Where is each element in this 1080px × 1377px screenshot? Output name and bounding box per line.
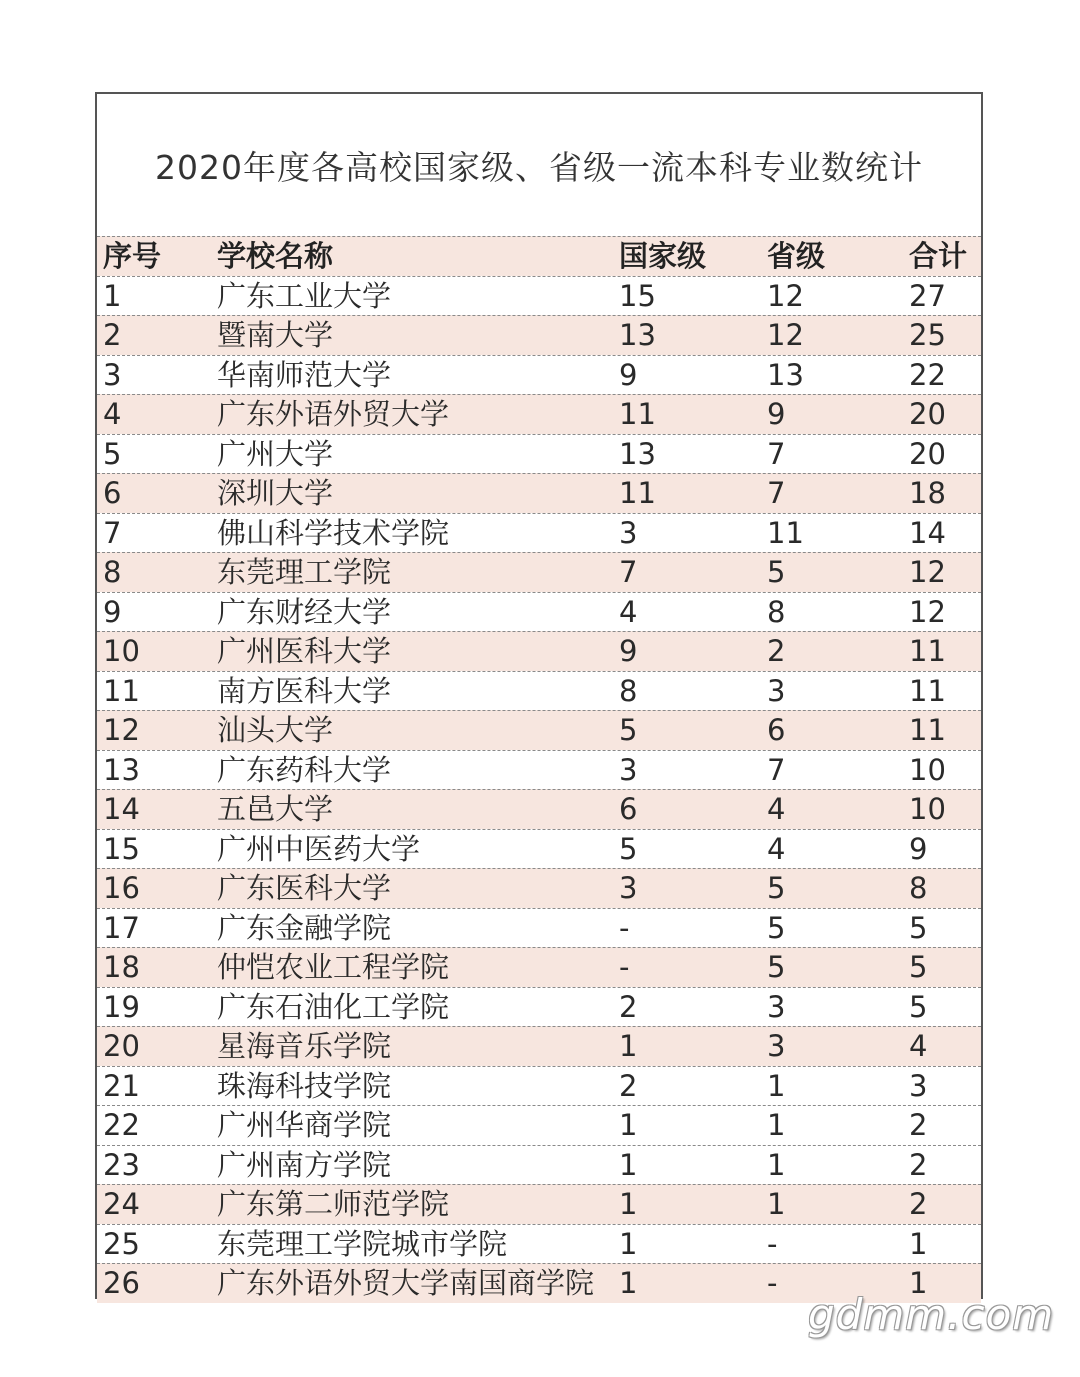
table-row [97, 868, 981, 908]
table-row [97, 1184, 981, 1224]
cell-provincial: 7 [767, 752, 786, 787]
cell-total: 27 [909, 278, 946, 313]
cell-national: 13 [619, 436, 656, 471]
cell-school-name: 广东第二师范学院 [217, 1187, 450, 1221]
cell-national: 1 [619, 1266, 638, 1300]
cell-provincial: 12 [767, 318, 804, 352]
cell-total: 10 [909, 752, 946, 787]
cell-national: 1 [619, 1108, 638, 1142]
table-row [97, 908, 981, 948]
cell-national: 2 [619, 989, 638, 1024]
table-row [97, 1105, 981, 1145]
header-total: 合计 [909, 239, 968, 273]
cell-index: 7 [103, 515, 122, 550]
cell-school-name: 广东财经大学 [217, 594, 392, 629]
cell-national: 11 [619, 397, 656, 431]
cell-provincial: 1 [767, 1187, 786, 1221]
table-row [97, 315, 981, 355]
cell-school-name: 东莞理工学院城市学院 [217, 1226, 508, 1261]
cell-school-name: 广东金融学院 [217, 910, 392, 945]
cell-national: 1 [619, 1187, 638, 1221]
cell-national: - [619, 910, 630, 945]
cell-total: 1 [909, 1266, 928, 1300]
cell-provincial: 8 [767, 594, 786, 629]
cell-provincial: 6 [767, 713, 786, 747]
table-row [97, 829, 981, 869]
cell-index: 14 [103, 792, 140, 826]
table-row [97, 671, 981, 711]
cell-national: 1 [619, 1029, 638, 1063]
table-row [97, 355, 981, 395]
cell-school-name: 珠海科技学院 [217, 1068, 392, 1103]
cell-index: 20 [103, 1029, 140, 1063]
cell-index: 13 [103, 752, 140, 787]
cell-school-name: 广东石油化工学院 [217, 989, 450, 1024]
cell-index: 24 [103, 1187, 140, 1221]
cell-national: 6 [619, 792, 638, 826]
cell-provincial: 5 [767, 950, 786, 984]
cell-provincial: - [767, 1226, 778, 1261]
cell-index: 6 [103, 476, 122, 510]
header-provincial: 省级 [767, 239, 826, 273]
cell-school-name: 汕头大学 [217, 713, 334, 747]
cell-school-name: 深圳大学 [217, 476, 334, 510]
cell-school-name: 佛山科学技术学院 [217, 515, 450, 550]
table-row [97, 434, 981, 474]
cell-provincial: 1 [767, 1147, 786, 1182]
table-row [97, 394, 981, 434]
cell-total: 2 [909, 1187, 928, 1221]
cell-index: 17 [103, 910, 140, 945]
cell-total: 12 [909, 555, 946, 589]
cell-index: 21 [103, 1068, 140, 1103]
cell-total: 1 [909, 1226, 928, 1261]
cell-provincial: 5 [767, 871, 786, 905]
table-row [97, 552, 981, 592]
cell-total: 18 [909, 476, 946, 510]
cell-total: 8 [909, 871, 928, 905]
table-row [97, 1224, 981, 1264]
cell-school-name: 广州南方学院 [217, 1147, 392, 1182]
cell-national: 3 [619, 515, 638, 550]
cell-national: 5 [619, 713, 638, 747]
cell-school-name: 星海音乐学院 [217, 1029, 392, 1063]
cell-provincial: 1 [767, 1108, 786, 1142]
cell-total: 12 [909, 594, 946, 629]
cell-total: 25 [909, 318, 946, 352]
watermark-logo: gdmm.com [808, 1290, 1055, 1339]
cell-provincial: 4 [767, 831, 786, 866]
cell-national: 3 [619, 752, 638, 787]
table-row [97, 513, 981, 553]
cell-total: 5 [909, 910, 928, 945]
cell-provincial: 9 [767, 397, 786, 431]
cell-national: 15 [619, 278, 656, 313]
cell-school-name: 广东外语外贸大学 [217, 397, 450, 431]
table-row [97, 789, 981, 829]
cell-index: 26 [103, 1266, 140, 1300]
cell-index: 15 [103, 831, 140, 866]
table-row [97, 947, 981, 987]
cell-provincial: 1 [767, 1068, 786, 1103]
cell-provincial: 12 [767, 278, 804, 313]
cell-national: 4 [619, 594, 638, 629]
cell-national: 11 [619, 476, 656, 510]
cell-index: 8 [103, 555, 122, 589]
cell-total: 11 [909, 634, 946, 668]
cell-national: 13 [619, 318, 656, 352]
cell-total: 5 [909, 950, 928, 984]
cell-total: 22 [909, 357, 946, 392]
cell-national: 9 [619, 634, 638, 668]
table-row [97, 750, 981, 790]
cell-provincial: 11 [767, 515, 804, 550]
cell-index: 3 [103, 357, 122, 392]
cell-total: 14 [909, 515, 946, 550]
cell-school-name: 东莞理工学院 [217, 555, 392, 589]
cell-index: 23 [103, 1147, 140, 1182]
cell-national: 5 [619, 831, 638, 866]
cell-index: 10 [103, 634, 140, 668]
table-row [97, 1066, 981, 1106]
cell-index: 19 [103, 989, 140, 1024]
cell-provincial: 5 [767, 555, 786, 589]
cell-index: 18 [103, 950, 140, 984]
cell-school-name: 广东医科大学 [217, 871, 392, 905]
cell-school-name: 广东药科大学 [217, 752, 392, 787]
cell-index: 1 [103, 278, 122, 313]
table-row [97, 276, 981, 316]
cell-total: 9 [909, 831, 928, 866]
header-national: 国家级 [619, 239, 707, 273]
cell-school-name: 广州大学 [217, 436, 334, 471]
cell-school-name: 广州华商学院 [217, 1108, 392, 1142]
cell-school-name: 广东外语外贸大学南国商学院 [217, 1266, 595, 1300]
cell-national: 7 [619, 555, 638, 589]
cell-total: 10 [909, 792, 946, 826]
table-row [97, 1145, 981, 1185]
table-row [97, 1026, 981, 1066]
cell-provincial: - [767, 1266, 778, 1300]
cell-index: 4 [103, 397, 122, 431]
cell-provincial: 3 [767, 673, 786, 708]
header-index: 序号 [103, 239, 162, 273]
cell-index: 5 [103, 436, 122, 471]
cell-school-name: 暨南大学 [217, 318, 334, 352]
cell-provincial: 2 [767, 634, 786, 668]
cell-index: 16 [103, 871, 140, 905]
cell-school-name: 五邑大学 [217, 792, 334, 826]
table-row [97, 631, 981, 671]
cell-national: 9 [619, 357, 638, 392]
cell-provincial: 3 [767, 989, 786, 1024]
cell-index: 2 [103, 318, 122, 352]
table-header-row [97, 236, 981, 276]
cell-school-name: 南方医科大学 [217, 673, 392, 708]
table-row [97, 710, 981, 750]
table-row [97, 987, 981, 1027]
cell-national: 2 [619, 1068, 638, 1103]
cell-school-name: 广州医科大学 [217, 634, 392, 668]
statistics-table [97, 236, 981, 1303]
cell-school-name: 广州中医药大学 [217, 831, 421, 866]
cell-national: 3 [619, 871, 638, 905]
cell-total: 4 [909, 1029, 928, 1063]
cell-national: 8 [619, 673, 638, 708]
cell-provincial: 4 [767, 792, 786, 826]
cell-index: 25 [103, 1226, 140, 1261]
cell-provincial: 13 [767, 357, 804, 392]
cell-total: 11 [909, 673, 946, 708]
cell-index: 11 [103, 673, 140, 708]
cell-total: 11 [909, 713, 946, 747]
page-title: 2020年度各高校国家级、省级一流本科专业数统计 [155, 147, 923, 187]
cell-school-name: 广东工业大学 [217, 278, 392, 313]
cell-provincial: 7 [767, 476, 786, 510]
cell-index: 9 [103, 594, 122, 629]
cell-total: 20 [909, 436, 946, 471]
cell-total: 2 [909, 1108, 928, 1142]
table-frame [95, 92, 983, 1299]
cell-school-name: 华南师范大学 [217, 357, 392, 392]
cell-provincial: 7 [767, 436, 786, 471]
cell-total: 5 [909, 989, 928, 1024]
cell-provincial: 5 [767, 910, 786, 945]
cell-index: 22 [103, 1108, 140, 1142]
cell-school-name: 仲恺农业工程学院 [217, 950, 450, 984]
cell-national: 1 [619, 1147, 638, 1182]
cell-index: 12 [103, 713, 140, 747]
cell-provincial: 3 [767, 1029, 786, 1063]
cell-national: - [619, 950, 630, 984]
cell-national: 1 [619, 1226, 638, 1261]
cell-total: 3 [909, 1068, 928, 1103]
header-school-name: 学校名称 [217, 239, 334, 273]
table-row [97, 473, 981, 513]
cell-total: 20 [909, 397, 946, 431]
table-row [97, 592, 981, 632]
cell-total: 2 [909, 1147, 928, 1182]
